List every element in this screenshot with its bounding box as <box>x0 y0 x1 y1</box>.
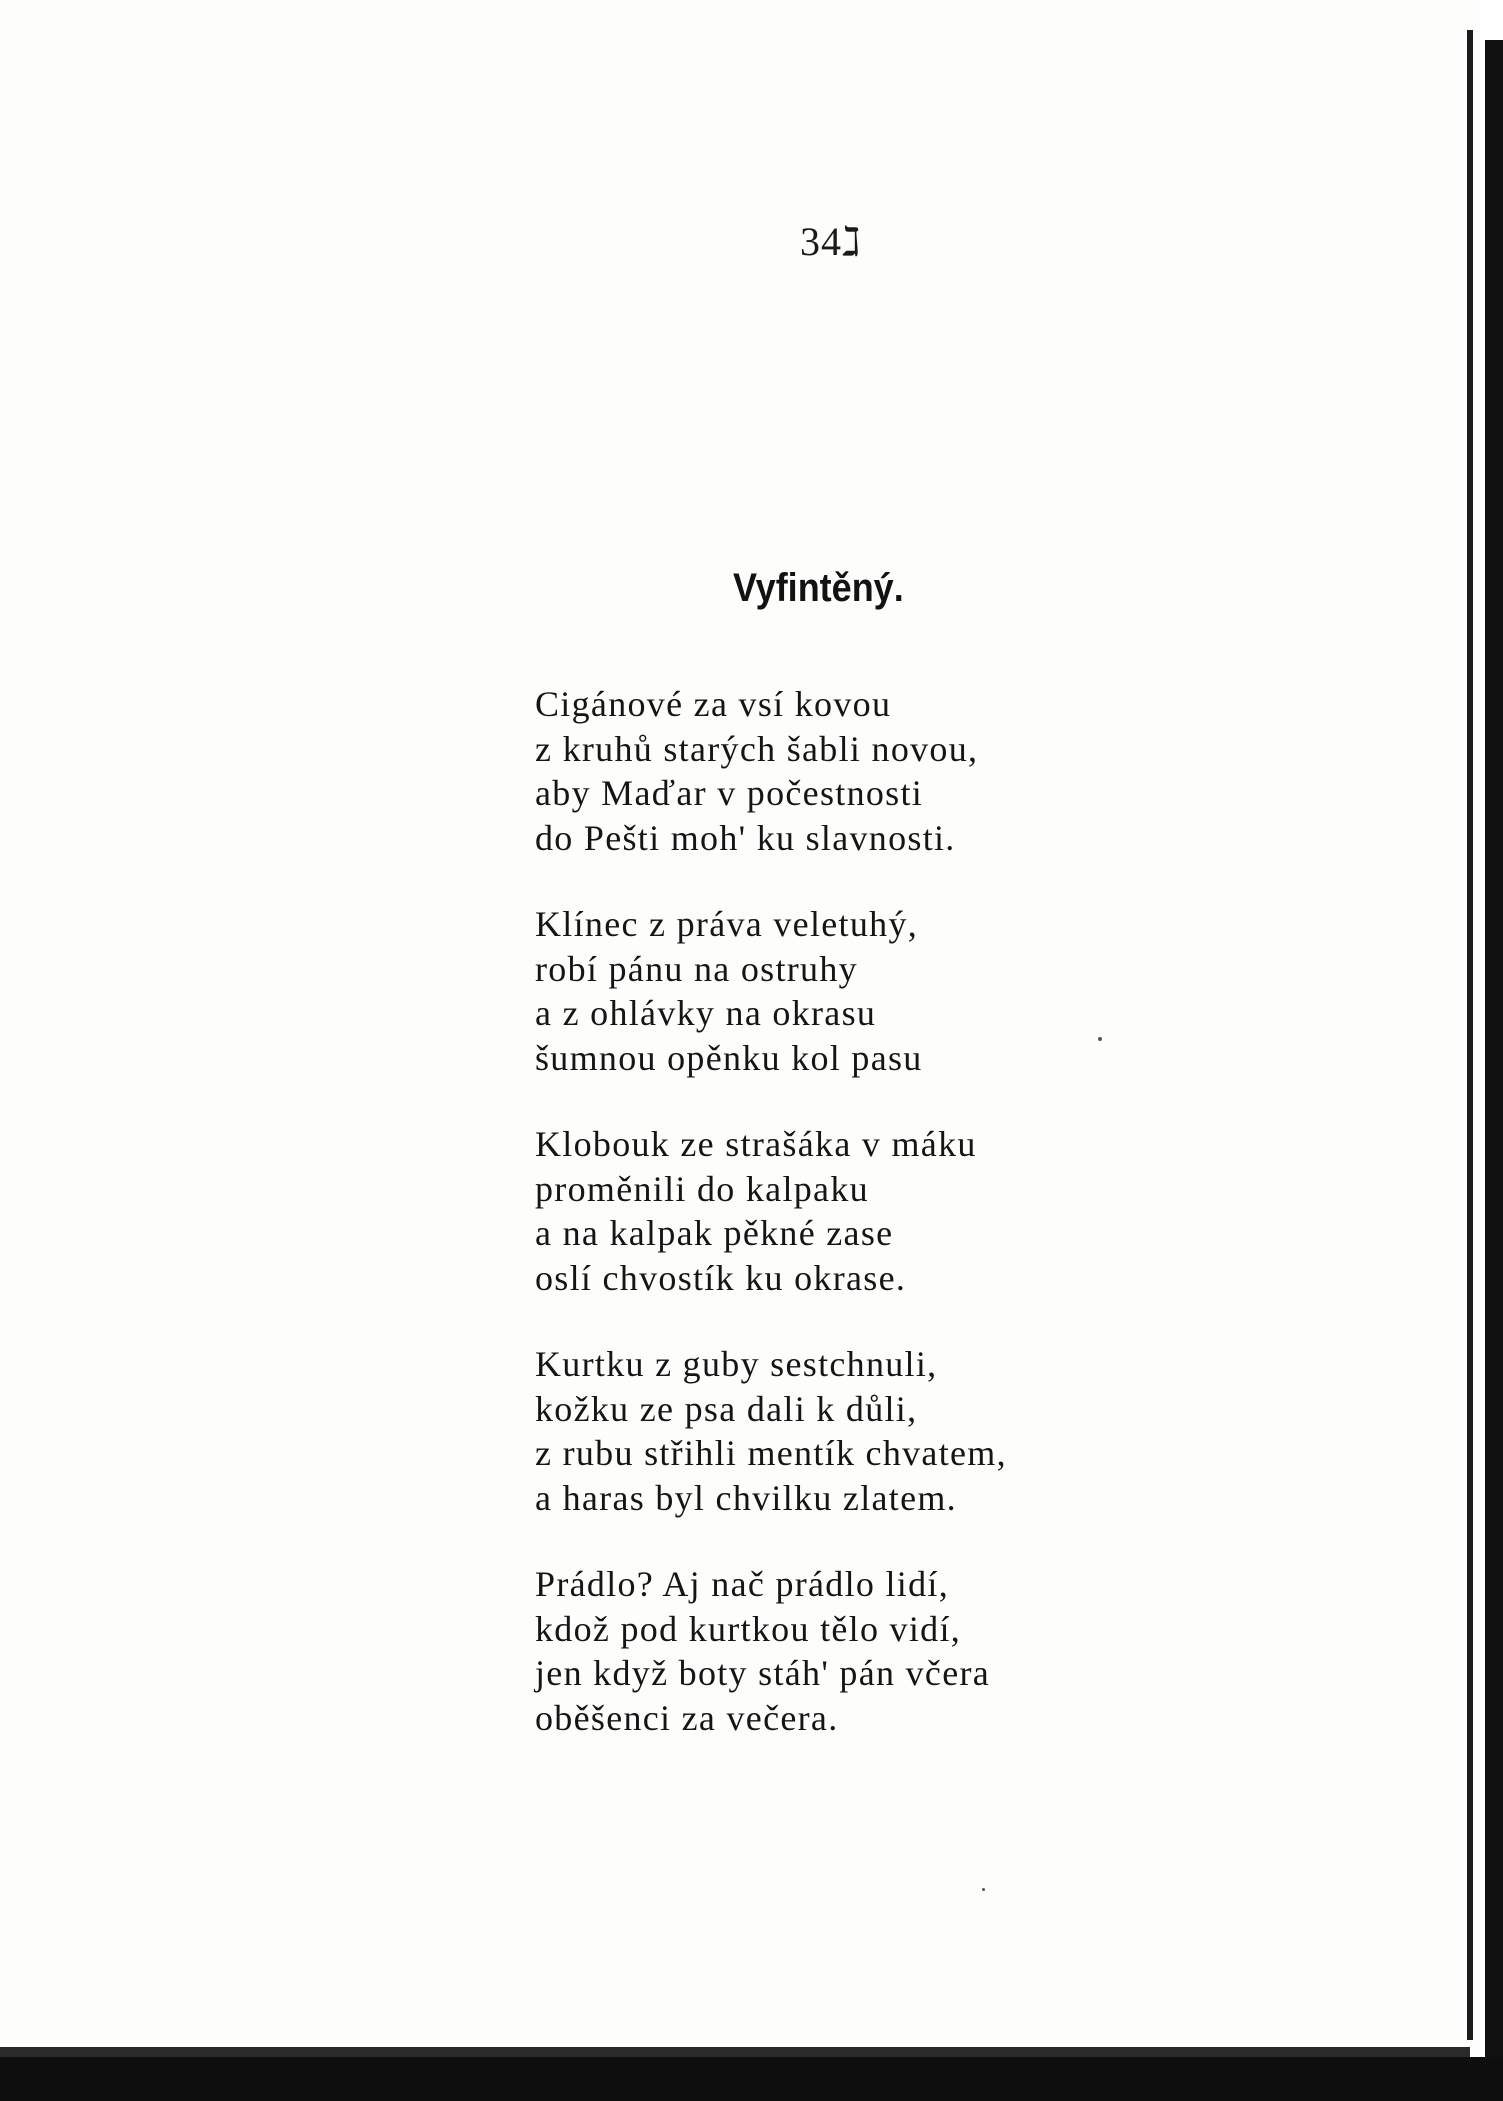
page-number: 34ℷ <box>800 219 862 264</box>
scan-edge-inner <box>1467 30 1473 2040</box>
scan-edge-shadow <box>0 2047 1470 2057</box>
poem-line: kožku ze psa dali k důli, <box>535 1388 918 1429</box>
poem-title: Vyfintěný. <box>733 566 904 610</box>
poem-body <box>535 682 1155 1782</box>
stanza-2 <box>535 902 1155 1080</box>
scan-edge-bottom <box>0 2057 1503 2101</box>
poem-line: a na kalpak pěkné zase <box>535 1213 894 1253</box>
poem-line: a haras byl chvilku zlatem. <box>535 1477 957 1518</box>
scan-speck <box>982 1888 985 1891</box>
poem-line: Prádlo? Aj nač prádlo lidí, <box>535 1564 950 1604</box>
poem-line: do Pešti moh' ku slavnosti. <box>535 817 956 858</box>
poem-line: Cigánové za vsí kovou <box>535 684 892 724</box>
poem-line: proměnili do kalpaku <box>535 1168 869 1209</box>
stanza-3 <box>535 1122 1155 1300</box>
poem-line: šumnou opěnku kol pasu <box>535 1037 923 1078</box>
stanza-5 <box>535 1562 1155 1740</box>
poem-line: Klínec z práva veletuhý, <box>535 904 919 944</box>
scan-speck <box>1098 1037 1102 1041</box>
poem-line: oběšenci za večera. <box>535 1697 839 1738</box>
poem-line: oslí chvostík ku okrase. <box>535 1257 907 1298</box>
stanza-1 <box>535 682 1155 860</box>
poem-line: robí pánu na ostruhy <box>535 948 858 989</box>
poem-line: aby Maďar v počestnosti <box>535 773 924 813</box>
poem-line: a z ohlávky na okrasu <box>535 993 877 1033</box>
poem-line: Kurtku z guby sestchnuli, <box>535 1344 938 1384</box>
poem-line: z kruhů starých šabli novou, <box>535 728 979 769</box>
poem-line: jen když boty stáh' pán včera <box>535 1653 991 1693</box>
poem-line: kdož pod kurtkou tělo vidí, <box>535 1608 962 1649</box>
stanza-4 <box>535 1342 1155 1520</box>
poem-line: z rubu střihli mentík chvatem, <box>535 1433 1007 1473</box>
scan-edge-right <box>1485 40 1503 2101</box>
poem-line: Klobouk ze strašáka v máku <box>535 1124 977 1164</box>
